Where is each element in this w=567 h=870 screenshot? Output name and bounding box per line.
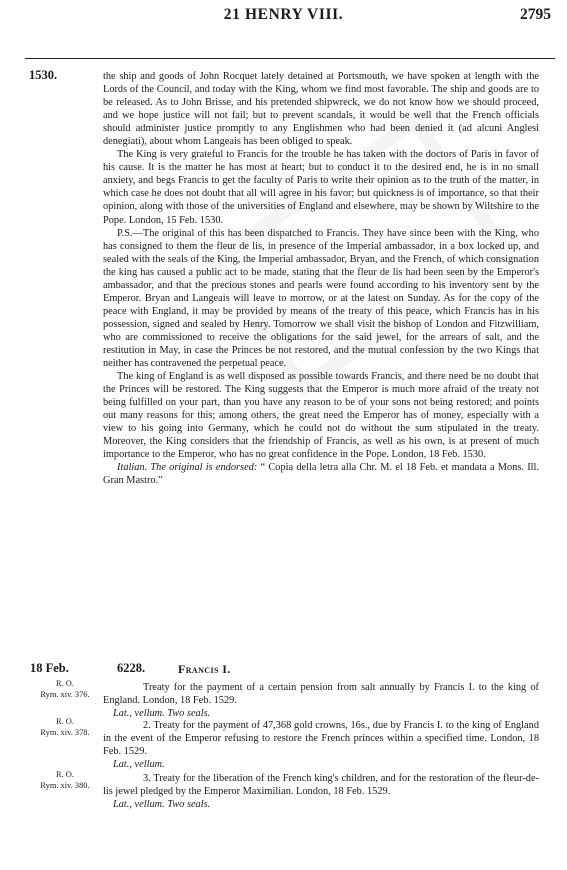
margin-year: 1530. <box>29 68 58 82</box>
page-header <box>0 0 567 58</box>
ref-rymer: Rym. xiv. 376. <box>40 690 90 699</box>
entry-item <box>103 681 539 720</box>
ref-source: R. O. <box>56 717 74 726</box>
entry-number: 6228. <box>117 661 146 675</box>
ref-source: R. O. <box>56 770 74 779</box>
item-note: Lat., vellum. Two seals. <box>113 708 211 719</box>
entry-name: Francis I. <box>178 662 231 676</box>
running-head: 21 HENRY VIII. <box>223 6 344 23</box>
entry-date: 18 Feb. <box>30 661 69 675</box>
item-text: Treaty for the payment of a certain pension from salt annually by Francis I. to the king of England. London, 18 Feb. 1529. <box>103 682 539 706</box>
ref-rymer: Rym. xiv. 378. <box>40 728 90 737</box>
endorsement-text: “ Copia della letra alla Chr. M. el 18 Feb. et mandata a Mons. Ill. Gran Mastro.” <box>103 462 539 487</box>
endorsement <box>103 461 539 487</box>
paragraph: The King is very grateful to Francis for the trouble he has taken with the doctors of Paris in favor of his cause. It is the matter he has most at heart; but to conduct it to the desired end, he is in no small anxiety, and begs Francis to get the faculty of Paris to write their opinion as to the truth of the matter, in which case he does not doubt that all will agree in his favor; but quickness is of importance, so that their opinion, along with those of the universities of England and elsewhere, may be shown by Wiltshire to the Pope. London, 15 Feb. 1530. <box>103 149 539 226</box>
entry-item <box>103 772 539 811</box>
paragraph: the ship and goods of John Rocquet lately detained at Portsmouth, we have spoken at length with the Lords of the Council, and today with the King, whom we find most favorable. The ship and goods are to be released. As to John Brisse, and his pretended shipwreck, we do not know how we should proceed, and we hope justice will not fail; but to prevent scandals, it would be well that the French officials should administer justice promptly to any Englishmen who had been denied it (ad alcuni Anglesi denegiati), about whom Langeais has been obliged to speak. <box>103 71 539 148</box>
endorsement-label: Italian. The original is endorsed: <box>117 462 258 474</box>
reference <box>30 716 100 738</box>
item-text: 3. Treaty for the liberation of the French king's children, and for the restoration of the fleur-de-lis jewel pledged by the Emperor Maximilian. London, 18 Feb. 1529. <box>103 773 539 797</box>
ref-source: R. O. <box>56 679 74 688</box>
ref-rymer: Rym. xiv. 380. <box>40 781 90 790</box>
reference <box>30 769 100 791</box>
paragraph: P.S.—The original of this has been dispatched to Francis. They have since been with the King, who has consigned to them the fleur de lis, in presence of the Imperial ambassador, in a box locked up, and sealed with the seals of the King, the Imperial ambassador, Bryan, and the French, of which consignation the king has caused a public act to be made, stating that the fleur de lis had been seen by the Emperor's ambassador, and that the precious stones and pearls were found according to his inventory sent by the Emperor. Bryan and Langeais will leave to morrow, or at the latest on Sunday. As for the copy of the peace with England, it may be provided by means of the treaty of this peace, which Francis has in his possession, signed and sealed by Henry. Tomorrow we shall visit the bishop of London and Fitzwilliam, who are commissioned to receive the obligations for the said jewel, for the arrears of salt, and the restitution in May, in case the Princes be not restored, and the mutual confession by the two Kings that neither has contravened the perpetual peace. <box>103 227 539 370</box>
entry-item <box>103 719 539 771</box>
item-note: Lat., vellum. <box>113 759 165 770</box>
letter-body <box>103 70 539 488</box>
item-text: 2. Treaty for the payment of 47,368 gold crowns, 16s., due by Francis I. to the king of England in the event of the Emperor refusing to restore the French princes within a specified time. London, 18 Feb. 1529. <box>103 720 539 757</box>
header-rule <box>25 58 555 59</box>
item-note: Lat., vellum. Two seals. <box>113 799 211 810</box>
paragraph: The king of England is as well disposed as possible towards Francis, and there need be no doubt that the Princes will be restored. The King suggests that the Emperor is much more afraid of the treaty not being fulfilled on your part, than you have any reason to be of your sons not being restored; and points out many reasons for this; among others, the great need the Emperor has of money, especially with a view to his going into Germany, which he could not do without the sum stipulated in the treaty. Moreover, the King considers that the friendship of Francis, as well as his own, is at present of much importance to the Emperor, who has no great confidence in the Pope. London, 18 Feb. 1530. <box>103 371 539 461</box>
page-number: 2795 <box>520 6 551 23</box>
reference <box>30 678 100 700</box>
